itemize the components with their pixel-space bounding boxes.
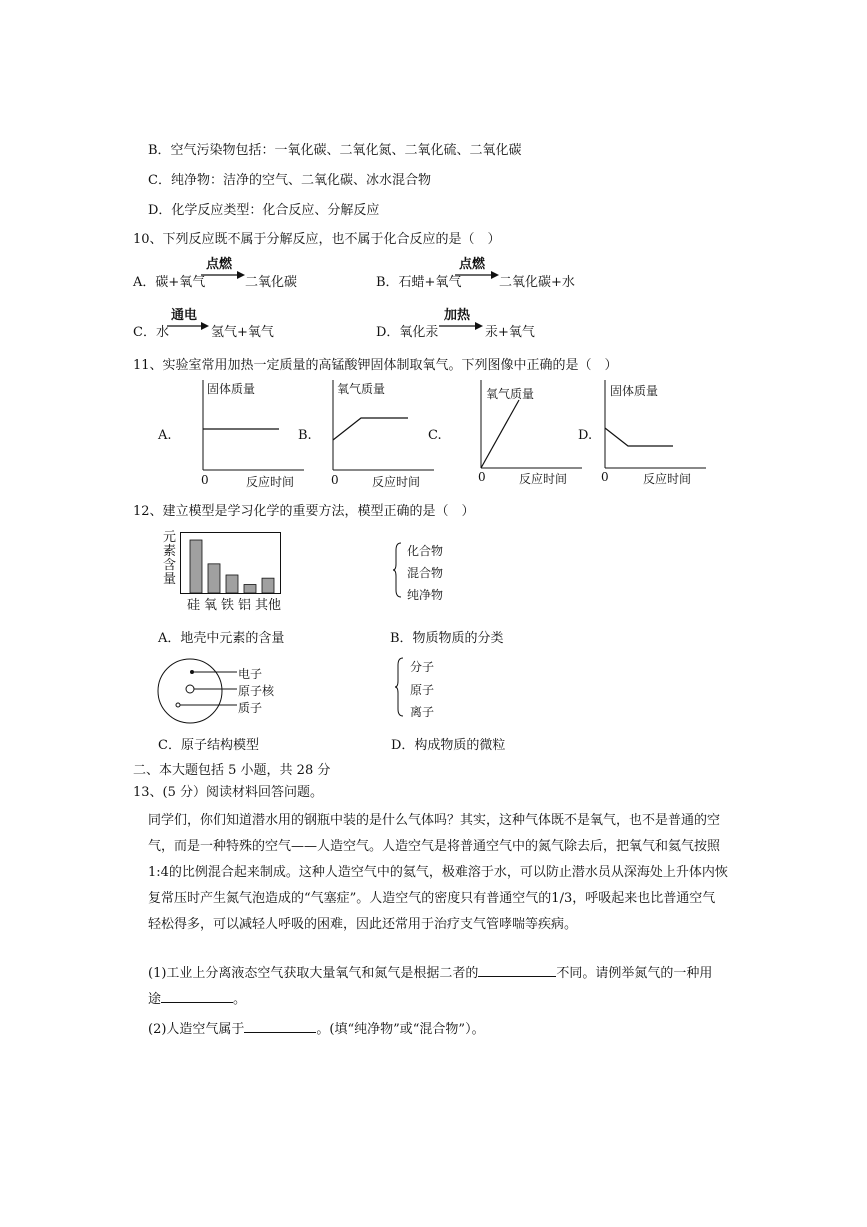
q11-graph-c-xlabel: 反应时间 xyxy=(519,472,568,486)
q12-d-item: 原子 xyxy=(410,683,435,697)
q11-graph-b-letter: B. xyxy=(298,428,312,443)
reaction-arrow-icon xyxy=(167,321,209,331)
q10-c-prefix: C．水 xyxy=(133,325,169,340)
q13-sub1: (1)工业上分离液态空气获取大量氧气和氮气是根据二者的 不同。请例举氮气的一种用 xyxy=(148,962,712,981)
q10-a-prefix: A．碳+氧气 xyxy=(133,275,206,290)
q11-graph-d-ylabel: 固体质量 xyxy=(610,384,659,398)
q11-graph-a-ylabel: 固体质量 xyxy=(207,382,256,396)
q11-graph-c-ylabel: 氧气质量 xyxy=(486,387,535,401)
left-brace-icon xyxy=(393,542,403,598)
bar-category-label: 硅 xyxy=(187,598,201,613)
q12-a-caption: A．地壳中元素的含量 xyxy=(158,631,285,646)
atom-label-proton: 质子 xyxy=(238,701,263,715)
q11-graph-b-ylabel: 氧气质量 xyxy=(337,382,386,396)
q12-stem: 12、建立模型是学习化学的重要方法，模型正确的是（ ） xyxy=(133,504,475,519)
q13-stem: 13、(5 分）阅读材料回答问题。 xyxy=(133,785,324,800)
q12-b-caption: B．物质物质的分类 xyxy=(390,631,504,646)
proton-dot xyxy=(176,703,180,707)
atom-label-nucleus: 原子核 xyxy=(238,684,275,698)
q11-graph-a-origin: 0 xyxy=(201,473,209,487)
q9-option-b: B．空气污染物包括：一氧化碳、二氧化氮、二氧化硫、二氧化碳 xyxy=(148,143,522,158)
q12-d-caption: D．构成物质的微粒 xyxy=(391,738,506,753)
q11-graph-d xyxy=(598,380,708,475)
q11-graph-d-curve xyxy=(605,428,673,446)
reaction-arrow-icon xyxy=(455,270,499,280)
bar-3 xyxy=(244,585,256,593)
q12-b-item: 化合物 xyxy=(407,544,444,558)
q13-sub1-cont: 途 。 xyxy=(148,988,246,1007)
q12-b-item: 混合物 xyxy=(407,566,444,580)
q10-b-prefix: B．石蜡+氧气 xyxy=(376,275,462,290)
q12-d-item: 离子 xyxy=(410,705,435,719)
bar-4 xyxy=(262,578,274,593)
section-heading: 二、本大题包括 5 小题，共 28 分 xyxy=(133,763,331,778)
q10-b-condition: 点燃 xyxy=(459,257,486,272)
nucleus-circle xyxy=(186,685,194,693)
q12-barchart xyxy=(180,532,282,596)
bar-category-label: 铝 xyxy=(238,598,252,613)
q10-d-condition: 加热 xyxy=(444,308,471,323)
q11-graph-c-origin: 0 xyxy=(478,470,486,484)
bar-1 xyxy=(208,564,220,593)
q10-a-condition: 点燃 xyxy=(206,257,233,272)
q11-graph-a-xlabel: 反应时间 xyxy=(246,475,295,489)
q12-barchart-ylabel: 元 素 含 量 xyxy=(163,530,177,587)
atom-label-electron: 电子 xyxy=(238,667,263,681)
answer-blank[interactable] xyxy=(478,962,556,977)
q10-a-product: 二氧化碳 xyxy=(245,275,298,290)
q11-graph-c-curve xyxy=(481,400,519,468)
q13-sub2: (2)人造空气属于 。(填“纯净物”或“混合物”）。 xyxy=(148,1018,485,1037)
reaction-arrow-icon xyxy=(201,270,245,280)
q11-stem: 11、实验室常用加热一定质量的高锰酸钾固体制取氧气。下列图像中正确的是（ ） xyxy=(133,358,618,373)
q10-c-product: 氢气+氧气 xyxy=(211,325,274,340)
q11-graph-b-origin: 0 xyxy=(331,473,339,487)
q12-c-caption: C．原子结构模型 xyxy=(158,738,259,753)
q9-option-c: C．纯净物：洁净的空气、二氧化碳、冰水混合物 xyxy=(148,173,431,188)
bar-category-label: 铁 xyxy=(221,598,235,613)
q10-c-condition: 通电 xyxy=(171,308,198,323)
bar-0 xyxy=(190,540,202,593)
reaction-arrow-icon xyxy=(439,321,483,331)
bar-category-label: 氧 xyxy=(204,598,218,613)
q13-passage: 同学们，你们知道潜水用的钢瓶中装的是什么气体吗？其实，这种气体既不是氧气，也不是普通的空气，而是一种特殊的空气——人造空气。人造空气是将普通空气中的氮气除去后，把氧气和氦气按照1:4的比例混合起来制成。这种人造空气中的氦气，极难溶于水，可以防止潜水员从深海处上升体内恢复常压时产生氮气泡造成的“气塞症”。人造空气的密度只有普通空气的1/3，呼吸起来也比普通空气轻松得多，可以减轻人呼吸的困难，因此还常用于治疗支气管哮喘等疾病。 xyxy=(148,813,728,932)
q11-graph-b-curve xyxy=(333,418,408,440)
bar-category-label: 其他 xyxy=(255,598,282,613)
answer-blank[interactable] xyxy=(244,1018,316,1033)
q11-graph-a xyxy=(196,380,306,475)
answer-blank[interactable] xyxy=(161,988,233,1003)
q10-d-product: 汞+氧气 xyxy=(485,325,535,340)
q11-graph-d-xlabel: 反应时间 xyxy=(643,472,692,486)
left-brace-icon xyxy=(395,657,405,717)
q11-graph-b xyxy=(326,380,436,475)
q12-atom-model xyxy=(155,657,245,727)
bar-2 xyxy=(226,575,238,593)
q12-b-item: 纯净物 xyxy=(407,588,444,602)
q12-d-item: 分子 xyxy=(410,660,435,674)
q11-graph-c xyxy=(474,380,584,475)
q11-graph-d-letter: D. xyxy=(578,428,593,443)
q11-graph-a-letter: A. xyxy=(158,428,172,443)
q10-b-product: 二氧化碳+水 xyxy=(499,275,575,290)
q10-d-prefix: D．氧化汞 xyxy=(376,325,439,340)
q10-stem: 10、下列反应既不属于分解反应，也不属于化合反应的是（ ） xyxy=(133,232,501,247)
q11-graph-b-xlabel: 反应时间 xyxy=(372,475,421,489)
q11-graph-d-origin: 0 xyxy=(601,470,609,484)
q9-option-d: D．化学反应类型：化合反应、分解反应 xyxy=(148,203,380,218)
q11-graph-c-letter: C. xyxy=(428,428,442,443)
